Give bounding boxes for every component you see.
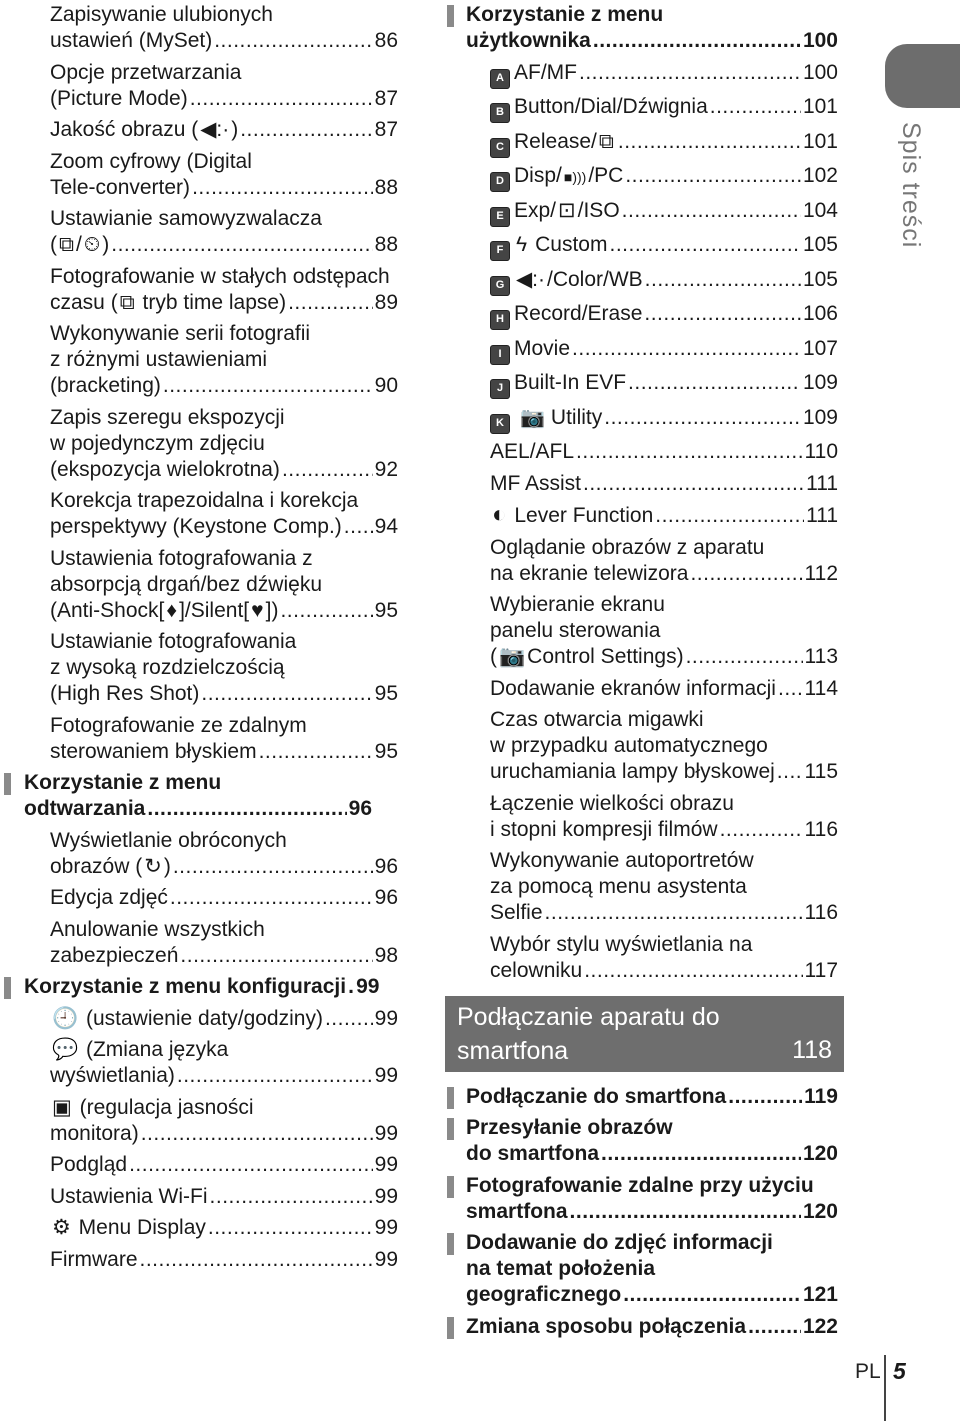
custom-menu-c-icon: C [490,138,510,158]
anti-shock-icon: ♦ [166,598,178,622]
page-number: 89 [374,290,398,314]
toc-entry[interactable]: Ustawienia fotografowania z absorpcją drgań/bez dźwięku (Anti-Shock[♦]/Silent[♥]) ..... 95 [0,546,430,624]
page-number: 120 [802,1142,838,1165]
toc-entry[interactable]: Wykonywanie autoportretów za pomocą menu asystenta Selfie ..... 116 [445,848,850,926]
page-number: 99 [374,1247,398,1271]
custom-menu-h-icon: H [490,310,510,330]
page-number: 95 [374,739,398,763]
toc-entry[interactable]: Zapis szeregu ekspozycji w pojedynczym zdjęciu (ekspozycja wielokrotna) ..... 92 [0,405,430,483]
toc-entry[interactable]: Korekcja trapezoidalna i korekcja perspektywy (Keystone Comp.) ..... 94 [0,488,430,540]
toc-entry[interactable]: MF Assist ..... 111 [445,471,850,497]
language-icon: 💬 [52,1038,79,1061]
page-number: 101 [802,129,838,153]
page-number: 96 [348,797,372,820]
page-number: 118 [792,1035,832,1064]
page-number: 95 [374,598,398,622]
toc-entry[interactable]: K 📷 Utility ..... 109 [445,405,850,434]
toc-section-heading[interactable]: Korzystanie z menu konfiguracji ..... 99 [0,974,430,1000]
toc-entry[interactable]: E Exp/⊡/ISO ..... 104 [445,198,850,227]
footer-divider [884,1355,886,1421]
toc-entry[interactable]: Zapisywanie ulubionych ustawień (MySet) ..... 86 [0,2,430,54]
page-number: 99 [374,1153,398,1176]
toc-entry[interactable]: Podgląd ..... 99 [0,1152,430,1178]
toc-section-heading[interactable]: Fotografowanie zdalne przy użyciu smartfona ..... 120 [445,1173,850,1225]
page-number: 104 [802,198,838,222]
page-number: 115 [804,760,838,783]
page-number: 109 [802,371,838,394]
page-number: 94 [374,515,398,538]
toc-entry[interactable]: D Disp/ ■)))/PC ..... 102 [445,163,850,192]
page-number: 105 [802,267,838,291]
image-quality-icon: ◀:· [516,267,545,291]
custom-menu-e-icon: E [490,207,510,227]
toc-entry[interactable]: ⚙ Menu Display ..... 99 [0,1215,430,1241]
page-number: 96 [374,854,398,878]
toc-entry[interactable]: Wybór stylu wyświetlania na celowniku ..... 117 [445,932,850,984]
toc-entry[interactable]: A AF/MF ..... 100 [445,60,850,89]
toc-right-column [445,2,850,1345]
page-number: 107 [802,336,838,360]
chapter-title-line: Podłączanie aparatu do [457,1002,720,1031]
toc-entry[interactable]: Wykonywanie serii fotografii z różnymi ustawieniami (bracketing) ..... 90 [0,321,430,399]
page-number: 114 [804,676,838,700]
toc-entry[interactable]: Ustawianie samowyzwalacza (⧉/⏲) ..... 88 [0,206,430,258]
toc-entry[interactable]: 🕘 (ustawienie daty/godziny) ..... 99 [0,1006,430,1032]
toc-entry[interactable]: AEL/AFL ..... 110 [445,439,850,465]
toc-section-heading[interactable]: Korzystanie z menu użytkownika ..... 100 [445,2,850,54]
lever-icon: ◐ [492,501,507,528]
toc-entry[interactable]: Wyświetlanie obróconych obrazów (↻) ..... 96 [0,828,430,880]
chapter-title-line: smartfona [457,1036,569,1065]
toc-entry[interactable]: C Release/⧉ ..... 101 [445,129,850,158]
toc-entry[interactable]: Opcje przetwarzania (Picture Mode) ..... 87 [0,60,430,112]
toc-entry[interactable]: Oglądanie obrazów z aparatu na ekranie telewizora ..... 112 [445,535,850,587]
toc-entry[interactable]: Ustawienia Wi-Fi ..... 99 [0,1184,430,1210]
custom-gear-icon: ⚙ [52,1216,71,1239]
image-quality-icon: ◀:· [200,118,230,141]
toc-section-heading[interactable]: Przesyłanie obrazów do smartfona ..... 120 [445,1115,850,1167]
page-number: 100 [802,29,838,52]
toc-entry[interactable]: J Built-In EVF ..... 109 [445,370,850,399]
toc-section-heading[interactable]: Zmiana sposobu połączenia ..... 122 [445,1314,850,1340]
page-number: 99 [374,1064,398,1087]
page-number: 112 [804,561,838,585]
page-number: 122 [802,1314,838,1338]
toc-entry[interactable]: Fotografowanie ze zdalnym sterowaniem błyskiem ..... 95 [0,713,430,765]
page-number: 99 [374,1121,398,1145]
page-number: 99 [374,1216,398,1239]
page-number: 92 [374,457,398,481]
toc-entry[interactable]: I Movie ..... 107 [445,336,850,365]
language-code: PL [855,1360,881,1383]
custom-menu-k-icon: K [490,414,510,434]
page-number: 109 [802,405,838,429]
page-number: 113 [804,645,838,668]
toc-entry[interactable]: B Button/Dial/Dźwignia ..... 101 [445,94,850,123]
toc-entry[interactable]: Dodawanie ekranów informacji ..... 114 [445,676,850,702]
page-number: 99 [356,975,380,998]
page-number: 117 [804,958,838,982]
toc-left-column [0,2,430,1278]
page-number: 86 [374,29,398,52]
camera-icon: 📷 [499,645,526,668]
page-number: 110 [804,440,838,463]
custom-menu-j-icon: J [490,379,510,399]
drive-mode-icon: ⧉ [59,233,74,256]
page-number: 90 [374,374,398,397]
toc-entry[interactable]: Wybieranie ekranu panelu sterowania (📷Control Settings) ..... 113 [445,592,850,670]
toc-section-heading[interactable]: Korzystanie z menu odtwarzania ..... 96 [0,770,430,822]
custom-menu-g-icon: G [490,276,510,296]
toc-entry[interactable]: Zoom cyfrowy (Digital Tele-converter) ..... 88 [0,149,430,201]
page-number: 99 [374,1006,398,1030]
page-number: 88 [374,233,398,256]
page-number: 101 [802,95,838,118]
side-tab-label: Spis treści [897,122,925,249]
page-number: 96 [374,886,398,909]
page-number: 119 [804,1084,838,1108]
toc-entry[interactable]: F ϟ Custom ..... 105 [445,232,850,261]
toc-entry[interactable]: H Record/Erase ..... 106 [445,301,850,330]
interval-icon: ⧉ [119,290,135,314]
page-number: 120 [802,1199,838,1223]
toc-entry[interactable]: Czas otwarcia migawki w przypadku automatycznego uruchamiania lampy błyskowej ..... 115 [445,707,850,785]
page-number: 106 [802,302,838,325]
toc-entry[interactable]: ◐ Lever Function ..... 111 [445,502,850,529]
page-number: 99 [374,1184,398,1208]
rotate-icon: ↻ [144,854,162,878]
camera-icon: 📷 [520,406,545,429]
drive-mode-icon: ⧉ [598,129,614,153]
page-number: 111 [806,504,838,527]
page-number: 111 [806,471,838,495]
toc-entry[interactable]: ▣ (regulacja jasności monitora) ..... 99 [0,1095,430,1147]
custom-menu-f-icon: F [490,241,510,261]
page-number: 87 [374,86,398,110]
clock-icon: 🕘 [52,1006,79,1030]
side-tab-marker [885,44,960,108]
page-number: 98 [374,943,398,967]
page-number: 105 [802,233,838,256]
page-number: 102 [802,164,838,187]
flash-icon: ϟ [516,233,528,256]
silent-icon: ♥ [251,598,264,622]
page-number: 121 [802,1283,838,1306]
metering-icon: ⊡ [558,198,576,222]
toc-entry[interactable]: Anulowanie wszystkich zabezpieczeń ..... 98 [0,917,430,969]
monitor-brightness-icon: ▣ [52,1095,72,1119]
page-number: 87 [374,118,398,141]
custom-menu-a-icon: A [490,69,510,89]
toc-entry[interactable]: Jakość obrazu (◀:·) ..... 87 [0,117,430,143]
page-number: 95 [374,682,398,705]
custom-menu-b-icon: B [490,103,510,123]
toc-entry[interactable]: Edycja zdjęć ..... 96 [0,885,430,911]
sound-icon: ■))) [563,169,587,185]
page-number: 100 [802,60,838,84]
toc-entry[interactable]: Ustawianie fotografowania z wysoką rozdzielczością (High Res Shot) ..... 95 [0,629,430,707]
toc-entry[interactable]: Firmware ..... 99 [0,1247,430,1273]
page-number: 88 [374,175,398,199]
toc-entry[interactable]: Fotografowanie w stałych odstępach czasu (⧉ tryb time lapse) ..... 89 [0,264,430,316]
custom-menu-d-icon: D [490,172,510,192]
chapter-banner[interactable] [445,996,844,1072]
toc-section-heading[interactable]: Dodawanie do zdjęć informacji na temat położenia geograficznego ..... 121 [445,1230,850,1308]
toc-section-heading[interactable]: Podłączanie do smartfona ..... 119 [445,1084,850,1110]
self-timer-icon: ⏲ [83,233,101,256]
toc-entry[interactable]: 💬 (Zmiana języka wyświetlania) ..... 99 [0,1037,430,1089]
page-number: 116 [804,901,838,924]
page-number: 116 [804,817,838,841]
toc-entry[interactable]: Łączenie wielkości obrazu i stopni kompresji filmów ..... 116 [445,791,850,843]
page-number-footer: 5 [893,1358,906,1384]
toc-entry[interactable]: G ◀:·/Color/WB ..... 105 [445,267,850,296]
custom-menu-i-icon: I [490,345,510,365]
